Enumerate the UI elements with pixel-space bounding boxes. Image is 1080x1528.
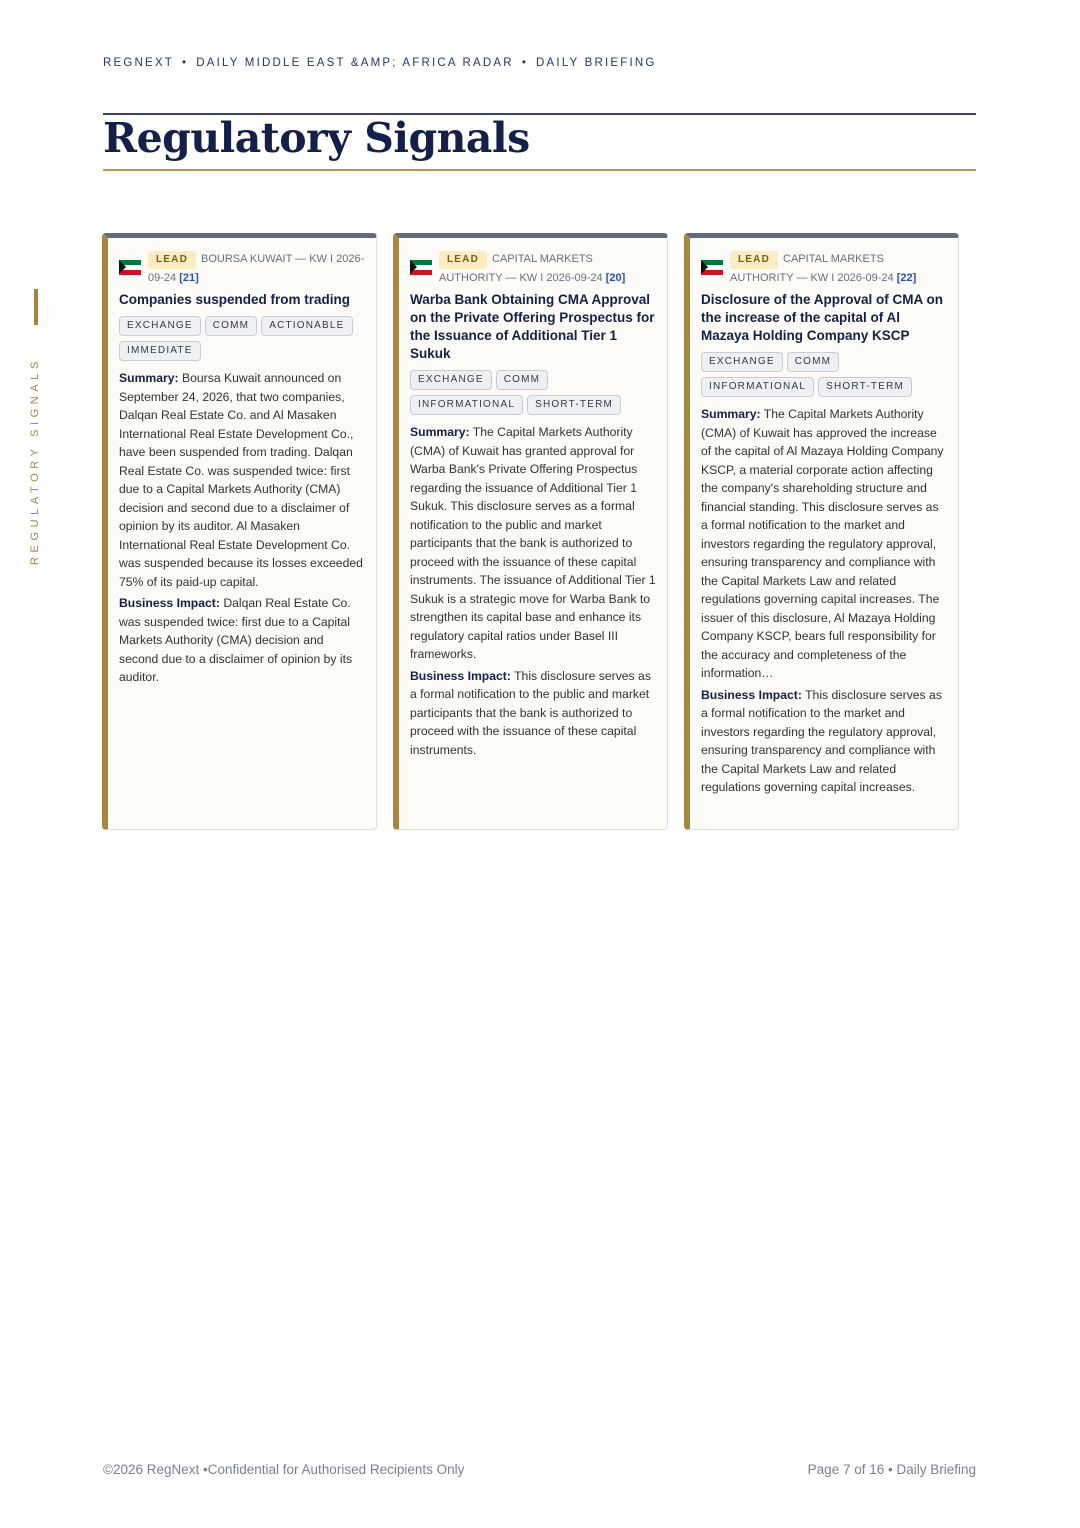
signal-card xyxy=(684,233,959,830)
reference-link[interactable]: [21] xyxy=(179,272,199,284)
tag: SHORT-TERM xyxy=(527,395,621,415)
tag: COMM xyxy=(787,352,839,372)
breadcrumb-section: DAILY BRIEFING xyxy=(536,57,657,69)
card-title: Warba Bank Obtaining CMA Approval on the Private Offering Prospectus for the Issuance of Additional Tier 1 Sukuk xyxy=(410,292,655,361)
kuwait-flag-icon xyxy=(701,260,723,275)
impact-text: This disclosure serves as a formal notification to the market and investors regarding the regulatory approval, ensuring transparency and compliance with the Capital Markets Law and related regulations governing capital increases. xyxy=(701,687,942,794)
kuwait-flag-icon xyxy=(410,260,432,275)
card-summary xyxy=(701,405,947,683)
summary-text: Boursa Kuwait announced on September 24, 2026, that two companies, Dalqan Real Estate Co. and Al Masaken International Real Estate Development Co., have been suspended from trading. Dalqan Real Estate Co. was suspended twice: first due to a Capital Markets Authority (CMA) decision and second due to a disclaimer of opinion by its auditor. Al Masaken International Real Estate Development Co. was suspended because its losses exceeded 75% of its paid-up capital. xyxy=(119,371,363,589)
reference-link[interactable]: [22] xyxy=(896,272,917,284)
breadcrumb-separator: • xyxy=(521,57,529,69)
card-header xyxy=(119,250,365,287)
lead-badge: LEAD xyxy=(439,251,487,269)
lead-badge: LEAD xyxy=(730,251,778,269)
breadcrumb-brand: REGNEXT xyxy=(103,57,174,69)
card-source-date: CAPITAL MARKETS AUTHORITY — KW I 2026-09-24 xyxy=(730,253,894,284)
signal-card xyxy=(102,233,377,830)
card-summary xyxy=(410,423,656,664)
side-accent-bar xyxy=(34,289,38,325)
summary-label: Summary: xyxy=(701,407,761,421)
tag-list xyxy=(701,351,947,401)
tag: INFORMATIONAL xyxy=(701,377,814,397)
card-title: Disclosure of the Approval of CMA on the increase of the capital of Al Mazaya Holding Company KSCP xyxy=(701,292,944,343)
impact-text: This disclosure serves as a formal notification to the public and market participants that the bank is authorized to proceed with the issuance of these capital instruments. xyxy=(410,668,651,757)
tag: INFORMATIONAL xyxy=(410,395,523,415)
footer-page-number: Page 7 of 16 • Daily Briefing xyxy=(807,1462,976,1477)
title-bottom-rule xyxy=(103,169,976,171)
card-business-impact xyxy=(701,686,947,797)
card-summary xyxy=(119,369,365,591)
tag: IMMEDIATE xyxy=(119,341,201,361)
impact-text: Dalqan Real Estate Co. was suspended twice: first due to a Capital Markets Authority (CMA) decision and second due to a disclaimer of opinion by its auditor. xyxy=(119,596,353,684)
reference-link[interactable]: [20] xyxy=(605,272,626,284)
card-business-impact xyxy=(410,667,656,760)
summary-text: The Capital Markets Authority (CMA) of Kuwait has granted approval for Warba Bank's Private Offering Prospectus regarding the issuance of Additional Tier 1 Sukuk. This disclosure serves as a formal notification to the public and market participants that the bank is authorized to proceed with the issuance of these capital instruments. The issuance of Additional Tier 1 Sukuk is a strategic move for Warba Bank to strengthen its capital base and enhance its regulatory capital ratios under Basel III frameworks. xyxy=(410,425,656,661)
summary-text: The Capital Markets Authority (CMA) of Kuwait has approved the increase of the capital of Al Mazaya Holding Company KSCP, a material corporate action affecting the company's shareholding structure and financial standing. This disclosure serves as a formal notification to the market and investors regarding the regulatory approval, ensuring transparency and compliance with the Capital Markets Law and related regulations governing capital increases. The issuer of this disclosure, Al Mazaya Holding Company KSCP, bears full responsibility for the accuracy and completeness of the information… xyxy=(701,407,944,680)
card-meta xyxy=(148,250,365,287)
card-title: Companies suspended from trading xyxy=(119,292,351,307)
breadcrumb-report: DAILY MIDDLE EAST &AMP; AFRICA RADAR xyxy=(196,57,514,69)
card-source-date: BOURSA KUWAIT — KW I 2026-09-24 xyxy=(148,253,365,284)
tag-list xyxy=(410,369,656,419)
footer-copyright: ©2026 RegNext •Confidential for Authorised Recipients Only xyxy=(103,1462,465,1477)
summary-label: Summary: xyxy=(119,371,179,385)
tag: COMM xyxy=(496,370,548,390)
tag: COMM xyxy=(205,316,257,336)
card-header xyxy=(701,250,947,287)
tag: SHORT-TERM xyxy=(818,377,912,397)
breadcrumb-separator: • xyxy=(182,57,189,69)
impact-label: Business Impact: xyxy=(119,596,220,610)
card-header xyxy=(410,250,656,287)
breadcrumb xyxy=(103,57,657,69)
card-meta xyxy=(439,250,656,287)
impact-label: Business Impact: xyxy=(701,687,802,702)
page-title: Regulatory Signals xyxy=(103,114,530,162)
kuwait-flag-icon xyxy=(119,260,141,275)
tag: EXCHANGE xyxy=(119,316,201,336)
side-section-label: REGULATORY SIGNALS xyxy=(29,357,41,565)
card-business-impact xyxy=(119,594,365,687)
card-meta xyxy=(730,250,947,287)
tag-list xyxy=(119,315,365,365)
tag: EXCHANGE xyxy=(701,352,783,372)
lead-badge: LEAD xyxy=(148,251,196,269)
summary-label: Summary: xyxy=(410,425,470,439)
card-source-date: CAPITAL MARKETS AUTHORITY — KW I 2026-09-24 xyxy=(439,253,603,284)
signal-card xyxy=(393,233,668,830)
tag: ACTIONABLE xyxy=(261,316,352,336)
impact-label: Business Impact: xyxy=(410,668,511,683)
tag: EXCHANGE xyxy=(410,370,492,390)
